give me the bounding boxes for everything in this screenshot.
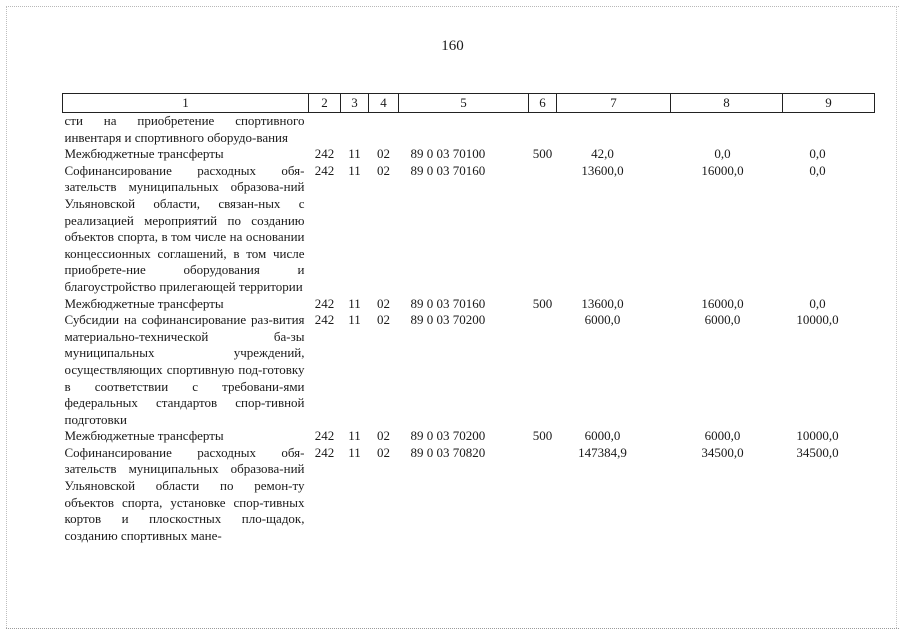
column-header-5: 5 [399, 94, 529, 113]
chapter-code-cell: 11 [348, 428, 361, 444]
table-row [63, 296, 875, 313]
amount-year2-cell: 34500,0 [701, 444, 744, 460]
table-row [63, 163, 875, 296]
column-header-7: 7 [557, 94, 671, 113]
column-header-6: 6 [529, 94, 557, 113]
scan-edge-bottom [6, 628, 899, 629]
row-name-cell: Софинансирование расходных обя-зательств муниципальных образова-ний Ульяновской области по ремон-ту объектов спорта, установке спор-тивных кортов и плоскостных пло-щадок, созданию спортивных мане- [64, 444, 305, 543]
section-code-cell: 242 [314, 312, 335, 328]
subsection-code-cell [369, 113, 399, 147]
expense-type-cell [529, 163, 557, 296]
subsection-code-cell: 02 [377, 444, 390, 460]
amount-year2-cell: 16000,0 [701, 162, 744, 178]
chapter-code-cell: 11 [348, 295, 361, 311]
section-code-cell: 242 [314, 428, 335, 444]
amount-year2-cell: 16000,0 [701, 295, 744, 311]
amount-year3-cell: 0,0 [809, 295, 826, 311]
subsection-code-cell: 02 [377, 146, 390, 162]
amount-year2-cell [671, 113, 783, 147]
scan-edge-top [6, 6, 899, 7]
column-header-9: 9 [783, 94, 875, 113]
row-name-cell: Софинансирование расходных обя-зательств муниципальных образова-ний Ульяновской области, связан-ных с реализацией мероприятий по созданию объектов спорта, в том числе на основании концессионных соглашений, в том числе приобрете-ние оборудования и благоустройство прилегающей территории [64, 162, 305, 294]
target-article-cell: 89 0 03 70160 [410, 162, 486, 178]
subsection-code-cell: 02 [377, 295, 390, 311]
row-name-cell: Межбюджетные трансферты [64, 146, 224, 162]
row-name-cell: сти на приобретение спортивного инвентаря и спортивного оборудо-вания [64, 113, 305, 145]
table-body [63, 113, 875, 545]
amount-year1-cell: 6000,0 [584, 312, 621, 328]
row-name-cell: Межбюджетные трансферты [64, 428, 224, 444]
target-article-cell: 89 0 03 70200 [410, 428, 486, 444]
table-row [63, 312, 875, 428]
expense-type-cell: 500 [532, 428, 553, 444]
subsection-code-cell: 02 [377, 162, 390, 178]
target-article-cell: 89 0 03 70200 [410, 312, 486, 328]
chapter-code-cell: 11 [348, 312, 361, 328]
subsection-code-cell: 02 [377, 312, 390, 328]
column-header-4: 4 [369, 94, 399, 113]
table-row [63, 113, 875, 147]
row-name-cell: Межбюджетные трансферты [64, 295, 224, 311]
row-name-cell: Субсидии на софинансирование раз-вития материально-технической ба-зы муниципальных учреждений, осуществляющих спортивную под-готовку в соответствии с требовани-ями федеральных стандартов спор-тивной подготовки [64, 312, 305, 427]
section-code-cell: 242 [314, 444, 335, 460]
amount-year1-cell: 6000,0 [584, 428, 621, 444]
amount-year3-cell: 34500,0 [796, 444, 839, 460]
header-row [63, 94, 875, 113]
section-code-cell [309, 113, 341, 147]
column-header-2: 2 [309, 94, 341, 113]
column-header-1: 1 [63, 94, 309, 113]
scan-edge-right [896, 6, 897, 628]
expense-type-cell [529, 312, 557, 428]
table-header [63, 94, 875, 113]
section-code-cell: 242 [314, 295, 335, 311]
column-header-8: 8 [671, 94, 783, 113]
section-code-cell: 242 [314, 162, 335, 178]
amount-year3-cell: 10000,0 [796, 428, 839, 444]
expense-type-cell: 500 [532, 146, 553, 162]
amount-year2-cell: 0,0 [714, 146, 731, 162]
scan-edge-left [6, 6, 7, 628]
amount-year3-cell: 10000,0 [796, 312, 839, 328]
amount-year1-cell: 13600,0 [581, 295, 624, 311]
target-article-cell: 89 0 03 70160 [410, 295, 486, 311]
chapter-code-cell: 11 [348, 162, 361, 178]
amount-year3-cell [783, 113, 875, 147]
amount-year1-cell: 147384,9 [578, 444, 627, 460]
budget-table [62, 93, 875, 544]
expense-type-cell [529, 113, 557, 147]
target-article-cell [399, 113, 529, 147]
page-number: 160 [441, 38, 464, 54]
amount-year3-cell: 0,0 [809, 146, 826, 162]
amount-year1-cell: 13600,0 [581, 162, 624, 178]
target-article-cell: 89 0 03 70100 [410, 146, 486, 162]
expense-type-cell [529, 445, 557, 545]
amount-year1-cell: 42,0 [591, 146, 614, 162]
column-header-3: 3 [341, 94, 369, 113]
subsection-code-cell: 02 [377, 428, 390, 444]
chapter-code-cell: 11 [348, 444, 361, 460]
expense-type-cell: 500 [532, 295, 553, 311]
amount-year3-cell: 0,0 [809, 162, 826, 178]
table-row [63, 146, 875, 163]
chapter-code-cell: 11 [348, 146, 361, 162]
amount-year2-cell: 6000,0 [704, 312, 741, 328]
amount-year2-cell: 6000,0 [704, 428, 741, 444]
chapter-code-cell [341, 113, 369, 147]
section-code-cell: 242 [314, 146, 335, 162]
amount-year1-cell [557, 113, 671, 147]
table-row [63, 428, 875, 445]
table-row [63, 445, 875, 545]
target-article-cell: 89 0 03 70820 [410, 444, 486, 460]
